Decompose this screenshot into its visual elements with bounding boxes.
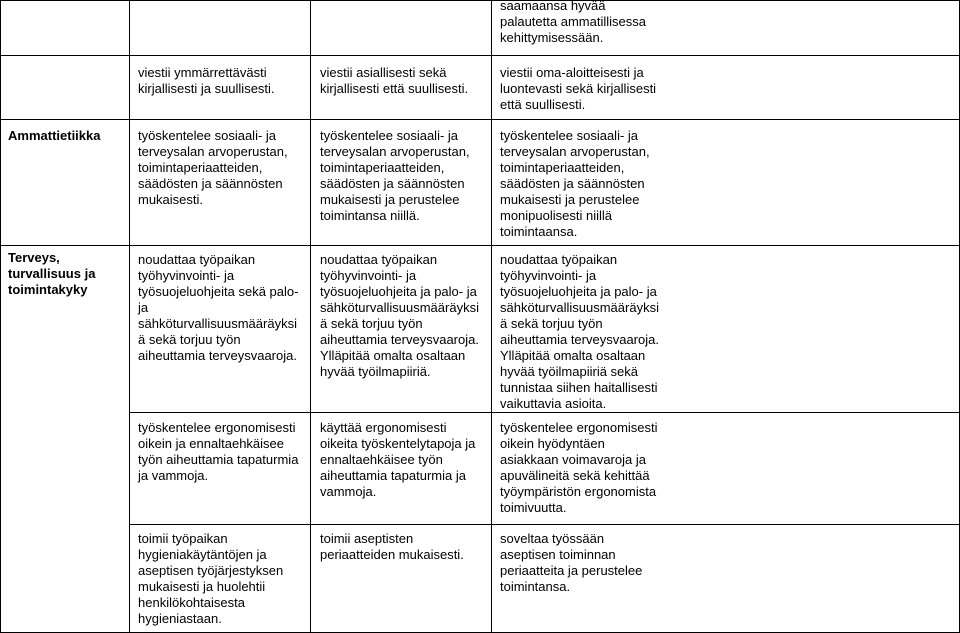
excellent-feedback-text: saamaansa hyvää palautetta ammatillisessa kehittymisessään. xyxy=(500,0,646,45)
column-divider-3 xyxy=(491,0,492,633)
safety-satisfactory-text: noudattaa työpaikan työhyvinvointi- ja työsuojeluohjeita sekä palo- ja sähköturvallisuusmääräyksi ä sekä torjuu työn aiheuttamia terveysvaaroja. xyxy=(138,252,299,363)
communication-excellent-text: viestii oma-aloitteisesti ja luontevasti sekä kirjallisesti että suullisesti. xyxy=(500,65,657,112)
ergonomics-good-text: käyttää ergonomisesti oikeita työskentelytapoja ja ennaltaehkäisee työn aiheuttamia tapaturmia ja vammoja. xyxy=(320,420,476,499)
communication-satisfactory-text: viestii ymmärrettävästi kirjallisesti ja suullisesti. xyxy=(138,65,275,96)
safety-good-text: noudattaa työpaikan työhyvinvointi- ja työsuojeluohjeita ja palo- ja sähköturvallisuusmääräyksi ä sekä torjuu työn aiheuttamia terveysvaaroja. Ylläpitää omalta osaltaan hyvää työilmapiiriä. xyxy=(320,252,479,379)
criterion-professional-ethics: Ammattietiikka xyxy=(8,128,101,143)
ethics-excellent-text: työskentelee sosiaali- ja terveysalan arvoperustan, toimintaperiaatteiden, säädösten ja säännösten mukaisesti ja perustelee monipuolisesti niillä toimintaansa. xyxy=(500,128,650,239)
communication-good-text: viestii asiallisesti sekä kirjallisesti että suullisesti. xyxy=(320,65,469,96)
row-divider-5 xyxy=(129,524,960,525)
row-divider-2 xyxy=(0,119,960,120)
column-divider-2 xyxy=(310,0,311,633)
row-divider-1 xyxy=(0,55,960,56)
hygiene-good-text: toimii aseptisten periaatteiden mukaisesti. xyxy=(320,531,464,562)
row-divider-4 xyxy=(129,412,960,413)
safety-excellent-text: noudattaa työpaikan työhyvinvointi- ja työsuojeluohjeita ja palo- ja sähköturvallisuusmääräyksi ä sekä torjuu työn aiheuttamia terveysvaaroja. Ylläpitää omalta osaltaan hyvää työilmapiiriä sekä tunnistaa siihen haitallisesti vaikuttavia asioita. xyxy=(500,252,659,411)
column-divider-1 xyxy=(129,0,130,633)
row-divider-3 xyxy=(0,245,960,246)
criterion-health-safety-ability: Terveys, turvallisuus ja toimintakyky xyxy=(8,250,96,297)
table-border-left xyxy=(0,0,1,633)
hygiene-excellent-text: soveltaa työssään aseptisen toiminnan periaatteita ja perustelee toimintansa. xyxy=(500,531,643,594)
hygiene-satisfactory-text: toimii työpaikan hygieniakäytäntöjen ja aseptisen työjärjestyksen mukaisesti ja huolehtii henkilökohtaisesta hygieniastaan. xyxy=(138,531,284,626)
ethics-good-text: työskentelee sosiaali- ja terveysalan arvoperustan, toimintaperiaatteiden, säädösten ja säännösten mukaisesti ja perustelee toimintansa niillä. xyxy=(320,128,470,223)
ergonomics-excellent-text: työskentelee ergonomisesti oikein hyödyntäen asiakkaan voimavaroja ja apuvälineitä sekä kehittää työympäristön ergonomista toimivuutta. xyxy=(500,420,658,515)
ethics-satisfactory-text: työskentelee sosiaali- ja terveysalan arvoperustan, toimintaperiaatteiden, säädösten ja säännösten mukaisesti. xyxy=(138,128,288,207)
ergonomics-satisfactory-text: työskentelee ergonomisesti oikein ja ennaltaehkäisee työn aiheuttamia tapaturmia ja vammoja. xyxy=(138,420,299,483)
